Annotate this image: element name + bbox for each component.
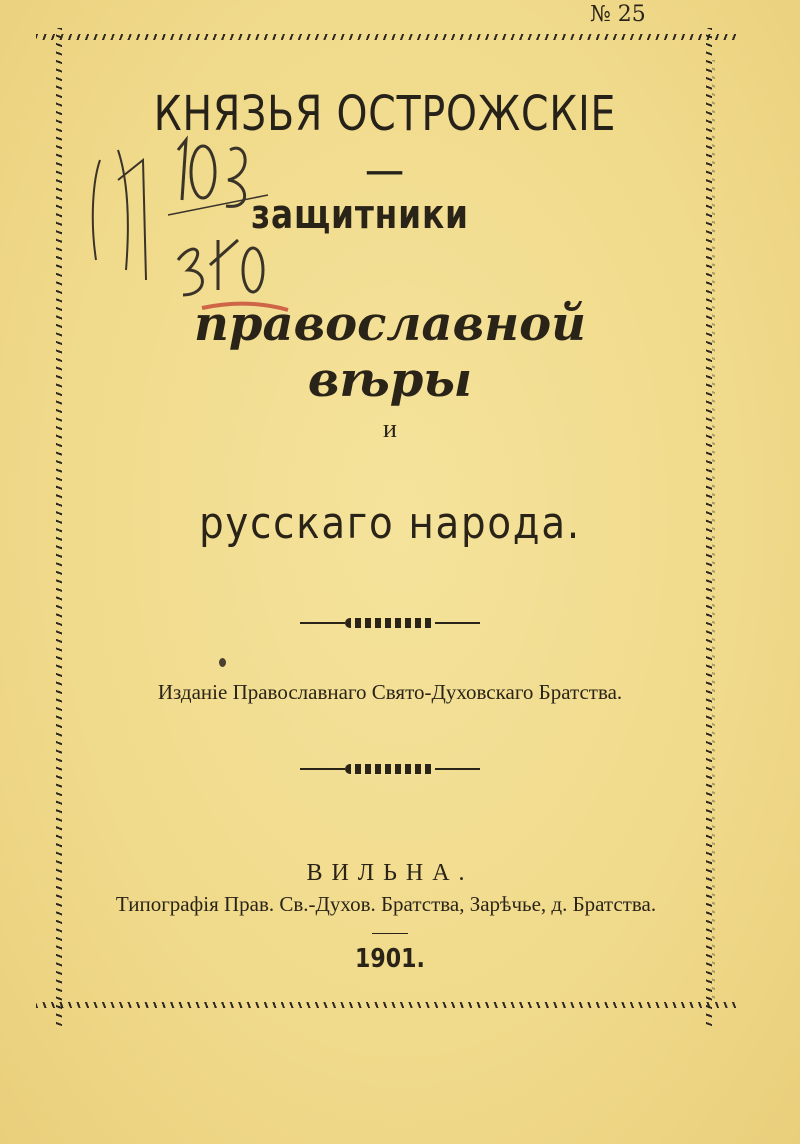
border-bottom bbox=[36, 1002, 736, 1008]
issue-number: № 25 bbox=[590, 2, 646, 27]
title-conjunction: и bbox=[383, 414, 397, 443]
ink-blot bbox=[219, 658, 226, 667]
red-pencil-mark bbox=[200, 300, 290, 314]
imprint-press: Типографія Прав. Св.-Духов. Братства, Зарѣчье, д. Братства. bbox=[115, 892, 657, 916]
border-left bbox=[56, 28, 62, 1028]
title-line-3: православной вѣры bbox=[194, 296, 586, 408]
short-rule bbox=[372, 933, 408, 934]
border-right-shadow bbox=[712, 60, 715, 1000]
ornament-divider bbox=[300, 618, 480, 628]
title-line-2: защитники bbox=[251, 192, 469, 238]
imprint-city: ВИЛЬНА. bbox=[306, 860, 474, 886]
ornament-divider bbox=[300, 764, 480, 774]
border-top bbox=[36, 34, 736, 40]
title-line-1: КНЯЗЬЯ ОСТРОЖСКІЕ— bbox=[153, 86, 617, 198]
imprint-year: 1901. bbox=[355, 944, 425, 974]
title-line-4: русскаго народа. bbox=[199, 498, 581, 549]
publisher-line: Изданіе Православнаго Свято-Духовскаго Братства. bbox=[157, 680, 623, 704]
